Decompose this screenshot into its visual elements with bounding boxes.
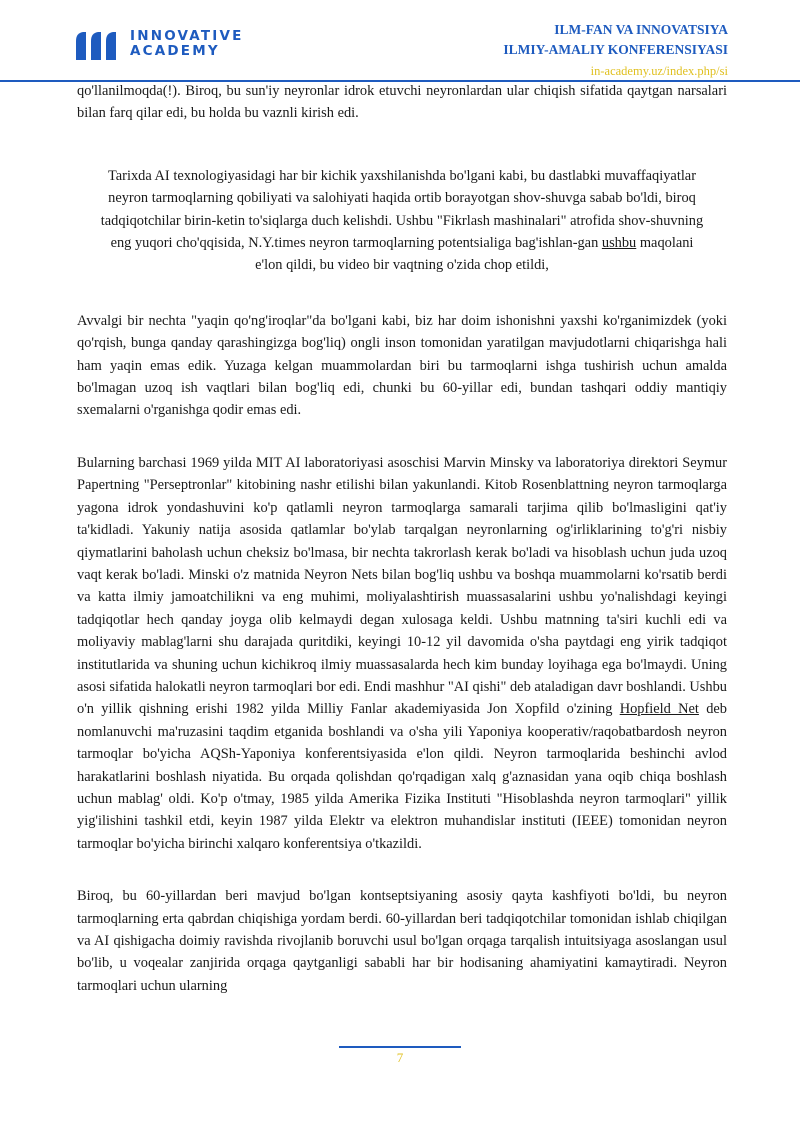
- conference-line-1: ILM-FAN VA INNOVATSIYA: [554, 22, 728, 37]
- ushbu-link[interactable]: ushbu: [601, 235, 637, 252]
- paragraph-1: qo'llanilmoqda(!). Biroq, bu sun'iy neyronlar idrok etuvchi neyronlardan ular chiqish sifatida qaytgan narsalari bilan farq qilar edi, bu holda bu vaznli kirish edi.: [77, 83, 727, 122]
- innovative-academy-logo: [74, 27, 244, 61]
- paragraph-4-text-a: Bularning barchasi 1969 yilda MIT AI laboratoriyasi asoschisi Marvin Minsky va laboratoriya direktori Seymur Papertning "Perseptronlar" kitobining nashr etilishi bilan yakunlandi. Kitob Rosenblattning neyron tarmoqlarga yagona idrok yondashuvini ko'p qatlamli neyron tarmoqlarga samarali tarjima qilib bo'lmasligini qat'iy ta'kidladi. Yakuniy natija asosida qatlamlar bo'ylab tarqalgan neyronlarning og'irliklarining to'g'ri nisbiy qiymatlarini baholash uchun cheksiz bo'lmasa, bir nechta takrorlash kerak bo'ladi va hisoblash uchun juda uzoq vaqt kerak bo'ladi. Minski o'z matnida Neyron Nets bilan bog'liq ushbu va boshqa muammolarni ko'rsatib berdi va katta ilmiy jamoatchilikni va eng muhimi, moliyalashtirish muassasalarini ushbu yo'nalishdagi keyingi tadqiqotlar hech qanday joyga olib kelmaydi degan xulosaga keldi. Ushbu matnning ta'siri kuchli edi va moliyaviy mablag'larni shu darajada quritdiki, keyingi 10-12 yil davomida o'sha paytdagi eng yirik tadqiqot institutlarida va shuning uchun kichikroq ilmiy muassasalarda hech kim bunday loyihaga ega bo'lmaydi. Uning asosi sifatida halokatli neyron tarmoqlari bor edi. Endi mashhur "AI qishi" deb ataladigan davr boshlandi. Ushbu o'n yillik qishning erishi 1982 yilda Milliy Fanlar akademiyasida Jon Xopfild o'zining: [77, 454, 727, 718]
- logo-text: [130, 29, 244, 59]
- hopfield-net-link[interactable]: Hopfield Net: [619, 701, 699, 718]
- paragraph-2-text-a: Tarixda AI texnologiyasidagi har bir kichik yaxshilanishda bo'lgani kabi, bu dastlabki muvaffaqiyatlar neyron tarmoqlarning qobiliyati va salohiyati haqida ortib borayotgan shov-shuvga sabab bo'ldi, biroq tadqiqotchilar birin-ketin to'siqlarga duch kelishdi. Ushbu "Fikrlash mashinalari" atrofida shov-shuvning eng yuqori cho'qqisida, N.Y.times neyron tarmoqlarning potentsialiga bag'ishlan-gan: [100, 167, 704, 252]
- logo-line-2: ACADEMY: [130, 43, 220, 59]
- logo-line-1: INNOVATIVE: [130, 28, 244, 44]
- conference-url[interactable]: in-academy.uz/index.php/si: [590, 64, 728, 78]
- footer-divider: [339, 1046, 461, 1048]
- conference-title: [503, 20, 728, 82]
- conference-line-2: ILMIY-AMALIY KONFERENSIYASI: [503, 42, 728, 57]
- paragraph-4-text-b: deb nomlanuvchi ma'ruzasini taqdim etganida boshlandi va o'sha yili Yaponiya kooperativ/raqobatbardosh neyron tarmoqlar bo'yicha AQSh-Yaponiya konferentsiyasida e'lon qildi. Neyron tarmoqlarida beshinchi avlod harakatlarini boshlash niyatida. Bu orqada qolishdan qo'rqadigan xalq g'aznasidan yana oqib chiqa boshlash uchun mablag' oldi. Ko'p o'tmay, 1985 yilda Amerika Fizika Instituti "Hisoblashda neyron tarmoqlari" yillik yig'ilishini tashkil etdi, keyin 1987 yilda Elektr va elektron muhandislar instituti (IEEE) tomonidan neyron tarmoqlar bo'yicha birinchi xalqaro konferentsiya o'tkazildi.: [77, 701, 727, 852]
- logo-mark-icon: [74, 27, 122, 61]
- paragraph-3: Avvalgi bir nechta "yaqin qo'ng'iroqlar"da bo'lgani kabi, biz har doim ishonishni yaxshi ko'rganimizdek (yoki qo'rqish, bunga qanday qarashingizga bog'liq) ongli inson tomonidan yaratilgan mavjudotlarni chiqarishga hali ham yaqin emas edik. Yuzaga kelgan muammolardan biri bu tarmoqlarni ishga tushirish uchun amalda bo'lmagan uzoq ish vaqtlari bilan bog'liq edi, chunki bu 60-yillar edi, bundan tashqari oddiy mantiqiy sxemalarni o'rganishga qodir emas edi.: [77, 312, 727, 419]
- page-header: [0, 0, 800, 82]
- page-body: [77, 80, 727, 997]
- page-number: 7: [396, 1050, 404, 1065]
- paragraph-2-text-b: maqolani e'lon qildi, bu video bir vaqtning o'zida chop etildi,: [255, 235, 694, 274]
- paragraph-2-centered: [97, 165, 707, 277]
- paragraph-5: Biroq, bu 60-yillardan beri mavjud bo'lgan kontseptsiyaning asosiy qayta kashfiyoti bo'ldi, bu neyron tarmoqlarning erta qabrdan chiqishiga yordam berdi. 60-yillardan beri tadqiqotchilar tomonidan ishlab chiqilgan va AI qishigacha doimiy ravishda rivojlanib boruvchi usul bo'lgan orqaga tarqalish intuitsiyaga asoslangan usul bo'lib, u voqealar zanjirida orqaga qaytganligi sababli har bir hodisaning ahamiyatini kamaytiradi. Neyron tarmoqlari uchun ularning: [77, 888, 727, 994]
- paragraph-4: [77, 452, 727, 855]
